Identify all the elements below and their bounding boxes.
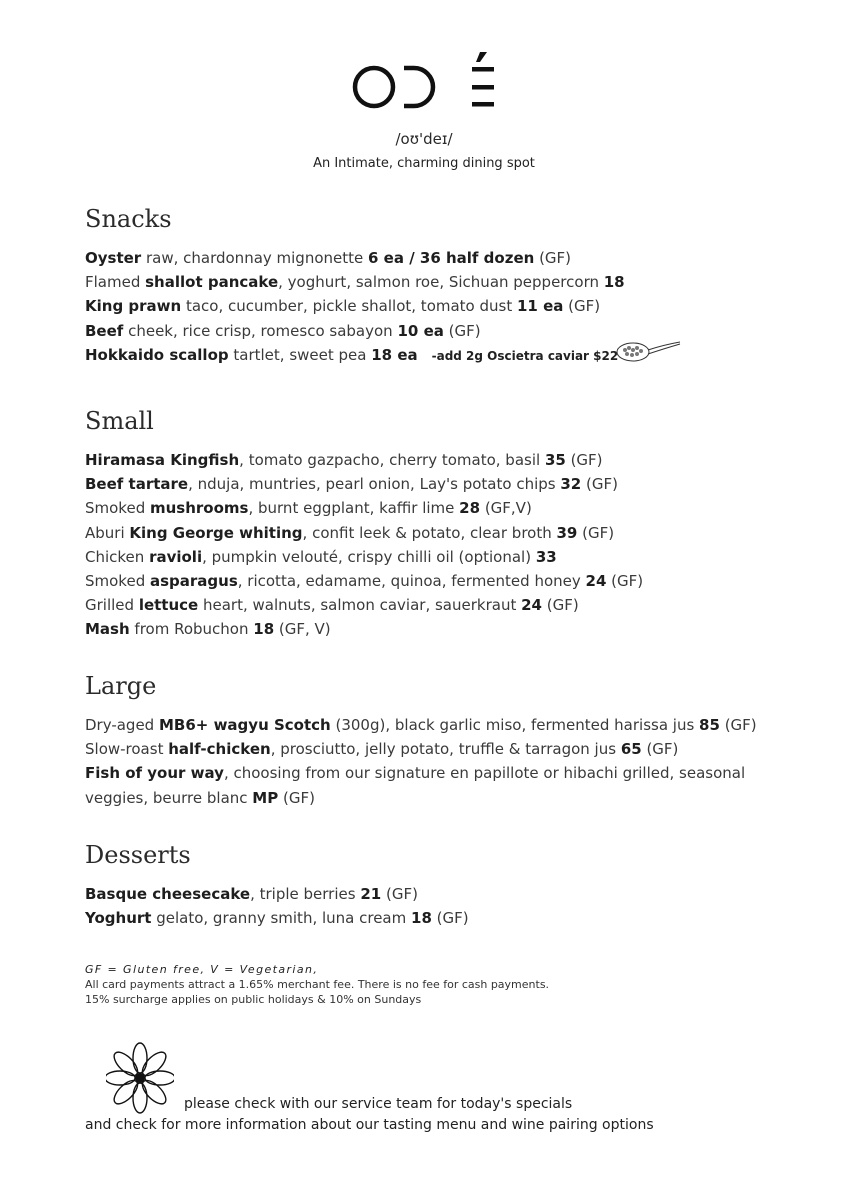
item-highlight: 35 [544, 451, 566, 469]
item-highlight: Yoghurt [85, 909, 152, 928]
menu-item [85, 472, 785, 496]
menu-item [85, 496, 785, 520]
item-highlight: 18 [603, 273, 625, 292]
item-text: Aburi [85, 523, 130, 542]
item-highlight: Hiramasa Kingfish [85, 451, 240, 469]
menu-item [85, 545, 785, 569]
menu-item [85, 569, 785, 593]
item-text: , nduja, muntries, pearl onion, Lay's potato chips [188, 475, 561, 494]
item-text: taco, cucumber, pickle shallot, tomato dust [181, 297, 517, 316]
item-text: Grilled [85, 596, 139, 615]
item-text: cheek, rice crisp, romesco sabayon [123, 321, 398, 340]
item-text: Chicken [85, 547, 150, 566]
item-highlight: King George whiting [129, 523, 303, 542]
item-highlight: half-chicken [168, 740, 271, 759]
item-text: (GF) [606, 572, 644, 591]
item-text: (GF) [563, 297, 601, 316]
menu-item [85, 521, 785, 545]
item-text: (GF) [381, 885, 418, 903]
small-title: Small [85, 407, 154, 435]
item-highlight: 32 [560, 475, 582, 494]
item-text: (GF) [541, 596, 579, 615]
item-text: gelato, granny smith, luna cream [151, 909, 412, 928]
item-text: , yoghurt, salmon roe, Sichuan peppercorn [278, 273, 604, 292]
item-text: , ricotta, edamame, quinoa, fermented honey [237, 572, 586, 591]
item-text: , choosing from our signature en papillote or hibachi grilled, seasonal veggies, beurre blanc [85, 764, 746, 807]
item-text: (GF, V) [274, 620, 331, 639]
snacks-title: Snacks [85, 205, 172, 233]
item-highlight: Fish of your way [85, 764, 224, 783]
item-text: Dry-aged [85, 716, 159, 734]
item-highlight: 21 [360, 885, 382, 903]
specials-note: please check with our service team for today's specials [184, 1096, 573, 1112]
item-highlight: 33 [535, 547, 557, 566]
item-highlight: Beef tartare [85, 475, 189, 494]
tagline: An Intimate, charming dining spot [313, 156, 535, 171]
menu-item [85, 761, 765, 809]
ode-logo [352, 52, 500, 112]
caviar-addon-note: -add 2g Oscietra caviar $22 [431, 348, 619, 363]
item-text: heart, walnuts, salmon caviar, sauerkraut [198, 596, 522, 615]
item-text: , confit leek & potato, clear broth [302, 523, 557, 542]
item-text: (GF) [443, 321, 481, 340]
item-text: , prosciutto, jelly potato, truffle & tarragon jus [270, 740, 621, 759]
snacks-list [85, 246, 785, 368]
desserts-title: Desserts [85, 841, 191, 869]
menu-item [85, 882, 785, 906]
item-highlight: 24 [585, 572, 607, 591]
menu-item [85, 906, 785, 930]
item-highlight: mushrooms [149, 499, 249, 518]
item-text: Flamed [85, 273, 146, 292]
caviar-spoon-icon [615, 337, 681, 367]
item-highlight: ravioli [149, 547, 203, 566]
small-section [85, 406, 785, 642]
item-highlight: 85 [699, 716, 720, 734]
item-highlight: 24 [521, 596, 542, 615]
item-text: Smoked [85, 572, 150, 591]
menu-item [85, 617, 785, 641]
item-text: , burnt eggplant, kaffir lime [248, 499, 460, 518]
menu-item [85, 737, 785, 761]
item-text: Slow-roast [85, 740, 169, 759]
item-text: (GF) [581, 475, 618, 494]
card-fee-note: All card payments attract a 1.65% merchant fee. There is no fee for cash payments. [85, 978, 550, 991]
item-text: (GF) [719, 716, 757, 734]
menu-item [85, 713, 785, 737]
menu-item [85, 448, 785, 472]
item-text: (GF) [278, 788, 315, 807]
surcharge-note: 15% surcharge applies on public holidays & 10% on Sundays [85, 993, 422, 1006]
menu-item [85, 246, 785, 270]
item-highlight: Mash [85, 620, 130, 639]
large-section [85, 671, 785, 810]
menu-item [85, 593, 785, 617]
item-text: , tomato gazpacho, cherry tomato, basil [239, 451, 545, 469]
menu-item [85, 270, 785, 294]
item-text: (GF,V) [480, 499, 532, 518]
item-text: (GF) [565, 451, 603, 469]
item-text: Smoked [85, 499, 150, 518]
footnote [85, 962, 785, 1007]
tasting-note: and check for more information about our tasting menu and wine pairing options [85, 1117, 654, 1133]
item-text: , pumpkin velouté, crispy chilli oil (optional) [202, 547, 536, 566]
item-text: raw, chardonnay mignonette [141, 249, 369, 267]
item-text: tartlet, sweet pea [228, 345, 372, 364]
large-list [85, 713, 785, 810]
item-highlight: shallot pancake [145, 273, 279, 292]
desserts-section [85, 840, 785, 930]
item-text: (GF) [641, 740, 679, 759]
item-highlight: 28 [459, 499, 481, 518]
item-text: from Robuchon [129, 620, 254, 639]
item-highlight: lettuce [138, 596, 199, 615]
item-highlight: 18 [411, 909, 432, 928]
item-text: (GF) [431, 909, 469, 928]
item-highlight: MP [252, 788, 279, 807]
item-highlight: Oyster [85, 249, 142, 267]
desserts-list [85, 882, 785, 930]
item-highlight: 18 [253, 620, 275, 639]
item-highlight: asparagus [149, 572, 238, 591]
item-text: (300g), black garlic miso, fermented harissa jus [330, 716, 700, 734]
small-list [85, 448, 785, 642]
menu-item [85, 343, 785, 368]
flower-icon [106, 1042, 174, 1116]
item-highlight: Hokkaido scallop [85, 345, 229, 364]
phonetic-pronunciation: /oʊ'deɪ/ [395, 130, 453, 148]
large-title: Large [85, 672, 157, 700]
item-highlight: 11 ea [517, 297, 564, 316]
item-highlight: Beef [85, 321, 124, 340]
item-highlight: 65 [620, 740, 642, 759]
item-text: (GF) [534, 249, 572, 267]
item-highlight: MB6+ wagyu Scotch [158, 716, 331, 734]
item-highlight: 18 ea [371, 345, 418, 364]
item-text: (GF) [577, 523, 615, 542]
snacks-section [85, 204, 785, 368]
dietary-legend: GF = Gluten free, V = Vegetarian, [85, 963, 319, 976]
item-highlight: 10 ea [397, 321, 444, 340]
item-highlight: King prawn [85, 297, 182, 316]
item-highlight: 39 [556, 523, 578, 542]
item-highlight: 6 ea / 36 half dozen [368, 249, 535, 267]
menu-item [85, 294, 785, 318]
item-text: , triple berries [250, 885, 361, 903]
item-highlight: Basque cheesecake [85, 885, 251, 903]
